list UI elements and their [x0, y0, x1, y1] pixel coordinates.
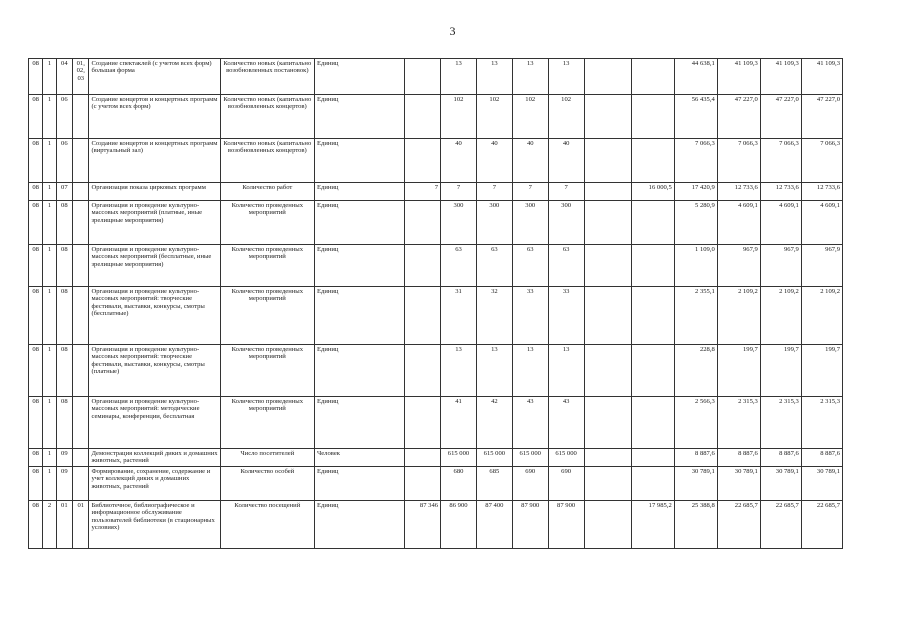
cell-b: 1 [43, 139, 56, 183]
cell-v6 [584, 183, 631, 201]
cell-f1 [631, 95, 674, 139]
cell-d [73, 95, 89, 139]
cell-v1 [405, 245, 441, 287]
cell-unit: Единиц [314, 467, 404, 501]
cell-v4: 43 [512, 397, 548, 449]
cell-f3: 8 887,6 [717, 449, 760, 467]
cell-d [73, 345, 89, 397]
cell-unit: Единиц [314, 139, 404, 183]
cell-v4: 300 [512, 201, 548, 245]
cell-v6 [584, 345, 631, 397]
cell-v6 [584, 95, 631, 139]
cell-v5: 43 [548, 397, 584, 449]
cell-v3: 13 [476, 59, 512, 95]
cell-f1 [631, 59, 674, 95]
cell-f3: 12 733,6 [717, 183, 760, 201]
table-row [29, 287, 843, 345]
cell-v3: 7 [476, 183, 512, 201]
cell-f4: 41 109,3 [760, 59, 801, 95]
cell-v2: 86 900 [441, 501, 477, 549]
cell-f4: 7 066,3 [760, 139, 801, 183]
cell-indicator: Количество новых (капитально возобновленных концертов) [220, 139, 314, 183]
cell-f5: 22 685,7 [801, 501, 842, 549]
cell-v2: 102 [441, 95, 477, 139]
cell-name: Организация и проведение культурно-массовых мероприятий (платные, иные зрелищные мероприятия) [89, 201, 220, 245]
cell-indicator: Количество посещений [220, 501, 314, 549]
cell-b: 1 [43, 449, 56, 467]
cell-v5: 13 [548, 59, 584, 95]
cell-f5: 2 315,3 [801, 397, 842, 449]
cell-v2: 300 [441, 201, 477, 245]
cell-v4: 615 000 [512, 449, 548, 467]
page-number: 3 [449, 24, 456, 38]
cell-f1 [631, 245, 674, 287]
cell-f4: 4 609,1 [760, 201, 801, 245]
cell-v1 [405, 59, 441, 95]
cell-a: 08 [29, 201, 43, 245]
cell-v2: 31 [441, 287, 477, 345]
cell-f3: 30 789,1 [717, 467, 760, 501]
cell-a: 08 [29, 467, 43, 501]
cell-v4: 13 [512, 59, 548, 95]
cell-indicator: Количество проведенных мероприятий [220, 287, 314, 345]
cell-f5: 12 733,6 [801, 183, 842, 201]
cell-unit: Единиц [314, 95, 404, 139]
cell-c: 08 [56, 397, 72, 449]
cell-v1 [405, 201, 441, 245]
cell-f2: 56 435,4 [674, 95, 717, 139]
cell-f1 [631, 397, 674, 449]
cell-a: 08 [29, 449, 43, 467]
cell-c: 01 [56, 501, 72, 549]
table-row [29, 467, 843, 501]
cell-v3: 13 [476, 345, 512, 397]
cell-a: 08 [29, 501, 43, 549]
cell-f5: 967,9 [801, 245, 842, 287]
cell-unit: Единиц [314, 183, 404, 201]
cell-f2: 1 109,0 [674, 245, 717, 287]
cell-v5: 615 000 [548, 449, 584, 467]
cell-v1 [405, 95, 441, 139]
cell-c: 08 [56, 245, 72, 287]
cell-v6 [584, 397, 631, 449]
cell-f1 [631, 345, 674, 397]
cell-v1: 7 [405, 183, 441, 201]
cell-unit: Единиц [314, 345, 404, 397]
cell-unit: Единиц [314, 501, 404, 549]
cell-a: 08 [29, 59, 43, 95]
cell-v4: 40 [512, 139, 548, 183]
cell-c: 06 [56, 95, 72, 139]
cell-name: Формирование, сохранение, содержание и учет коллекций диких и домашних животных, растений [89, 467, 220, 501]
cell-d: 01, 02, 03 [73, 59, 89, 95]
cell-f3: 2 315,3 [717, 397, 760, 449]
cell-f3: 967,9 [717, 245, 760, 287]
cell-f5: 30 789,1 [801, 467, 842, 501]
table-row [29, 245, 843, 287]
cell-f4: 30 789,1 [760, 467, 801, 501]
cell-v2: 40 [441, 139, 477, 183]
cell-v3: 63 [476, 245, 512, 287]
cell-f4: 22 685,7 [760, 501, 801, 549]
cell-v1 [405, 345, 441, 397]
cell-v4: 33 [512, 287, 548, 345]
cell-f2: 228,8 [674, 345, 717, 397]
cell-f2: 5 280,9 [674, 201, 717, 245]
cell-a: 08 [29, 397, 43, 449]
cell-b: 1 [43, 59, 56, 95]
cell-b: 1 [43, 397, 56, 449]
cell-b: 1 [43, 467, 56, 501]
cell-v2: 7 [441, 183, 477, 201]
cell-f5: 7 066,3 [801, 139, 842, 183]
cell-v3: 32 [476, 287, 512, 345]
cell-f1 [631, 467, 674, 501]
cell-name: Организация и проведение культурно-массовых мероприятий: творческие фестивали, выставки, конкурсы, смотры (бесплатные) [89, 287, 220, 345]
cell-indicator: Количество работ [220, 183, 314, 201]
cell-c: 09 [56, 467, 72, 501]
cell-c: 04 [56, 59, 72, 95]
cell-c: 07 [56, 183, 72, 201]
cell-v5: 87 900 [548, 501, 584, 549]
cell-name: Библиотечное, библиографическое и информационное обслуживание пользователей библиотеки (в стационарных условиях) [89, 501, 220, 549]
cell-f4: 8 887,6 [760, 449, 801, 467]
cell-d [73, 183, 89, 201]
cell-f1: 17 985,2 [631, 501, 674, 549]
cell-d [73, 287, 89, 345]
cell-a: 08 [29, 139, 43, 183]
cell-v4: 690 [512, 467, 548, 501]
cell-name: Создание концертов и концертных программ (виртуальный зал) [89, 139, 220, 183]
cell-f3: 7 066,3 [717, 139, 760, 183]
cell-d [73, 397, 89, 449]
cell-indicator: Число посетителей [220, 449, 314, 467]
cell-a: 08 [29, 287, 43, 345]
cell-f3: 47 227,0 [717, 95, 760, 139]
cell-v6 [584, 59, 631, 95]
table-row [29, 345, 843, 397]
cell-v4: 7 [512, 183, 548, 201]
cell-c: 08 [56, 201, 72, 245]
cell-f1 [631, 287, 674, 345]
cell-indicator: Количество новых (капитально возобновленных концертов) [220, 95, 314, 139]
cell-f5: 47 227,0 [801, 95, 842, 139]
table-row [29, 139, 843, 183]
cell-a: 08 [29, 95, 43, 139]
cell-unit: Единиц [314, 245, 404, 287]
cell-f4: 2 109,2 [760, 287, 801, 345]
cell-indicator: Количество новых (капитально возобновленных постановок) [220, 59, 314, 95]
cell-d [73, 201, 89, 245]
cell-v5: 33 [548, 287, 584, 345]
cell-f3: 41 109,3 [717, 59, 760, 95]
cell-v6 [584, 245, 631, 287]
cell-unit: Единиц [314, 287, 404, 345]
cell-f2: 30 789,1 [674, 467, 717, 501]
cell-d [73, 449, 89, 467]
cell-v3: 87 400 [476, 501, 512, 549]
cell-f2: 7 066,3 [674, 139, 717, 183]
cell-v3: 300 [476, 201, 512, 245]
cell-name: Организация и проведение культурно-массовых мероприятий: творческие фестивали, выставки, конкурсы, смотры (платные) [89, 345, 220, 397]
table-row [29, 449, 843, 467]
cell-f4: 2 315,3 [760, 397, 801, 449]
cell-d [73, 139, 89, 183]
cell-name: Организация показа цирковых программ [89, 183, 220, 201]
cell-f5: 8 887,6 [801, 449, 842, 467]
cell-v1 [405, 139, 441, 183]
cell-v4: 13 [512, 345, 548, 397]
cell-f2: 8 887,6 [674, 449, 717, 467]
cell-f4: 199,7 [760, 345, 801, 397]
cell-f4: 12 733,6 [760, 183, 801, 201]
cell-v1 [405, 467, 441, 501]
cell-a: 08 [29, 345, 43, 397]
cell-v6 [584, 467, 631, 501]
cell-v5: 690 [548, 467, 584, 501]
cell-indicator: Количество проведенных мероприятий [220, 245, 314, 287]
cell-f3: 199,7 [717, 345, 760, 397]
cell-v3: 102 [476, 95, 512, 139]
cell-v2: 13 [441, 59, 477, 95]
cell-v6 [584, 501, 631, 549]
cell-f5: 41 109,3 [801, 59, 842, 95]
cell-v5: 7 [548, 183, 584, 201]
cell-indicator: Количество проведенных мероприятий [220, 397, 314, 449]
cell-c: 09 [56, 449, 72, 467]
cell-f1 [631, 201, 674, 245]
cell-f5: 199,7 [801, 345, 842, 397]
table-row [29, 501, 843, 549]
cell-f3: 22 685,7 [717, 501, 760, 549]
cell-v6 [584, 287, 631, 345]
cell-name: Создание концертов и концертных программ (с учетом всех форм) [89, 95, 220, 139]
cell-f2: 44 638,1 [674, 59, 717, 95]
cell-b: 1 [43, 183, 56, 201]
cell-d [73, 245, 89, 287]
cell-v3: 685 [476, 467, 512, 501]
cell-b: 1 [43, 287, 56, 345]
cell-f2: 2 355,1 [674, 287, 717, 345]
cell-f5: 4 609,1 [801, 201, 842, 245]
cell-a: 08 [29, 183, 43, 201]
cell-b: 1 [43, 201, 56, 245]
table-row [29, 59, 843, 95]
cell-v1 [405, 397, 441, 449]
cell-unit: Человек [314, 449, 404, 467]
cell-name: Демонстрация коллекций диких и домашних животных, растений [89, 449, 220, 467]
table-row [29, 183, 843, 201]
cell-c: 08 [56, 287, 72, 345]
cell-unit: Единиц [314, 59, 404, 95]
cell-v5: 63 [548, 245, 584, 287]
cell-f2: 25 388,8 [674, 501, 717, 549]
cell-v3: 615 000 [476, 449, 512, 467]
cell-v4: 63 [512, 245, 548, 287]
cell-f4: 967,9 [760, 245, 801, 287]
cell-indicator: Количество проведенных мероприятий [220, 345, 314, 397]
cell-v1 [405, 449, 441, 467]
cell-v2: 615 000 [441, 449, 477, 467]
cell-name: Организация и проведение культурно-массовых мероприятий (бесплатные, иные зрелищные мероприятия) [89, 245, 220, 287]
cell-b: 1 [43, 245, 56, 287]
cell-v3: 40 [476, 139, 512, 183]
cell-name: Создание спектаклей (с учетом всех форм) большая форма [89, 59, 220, 95]
cell-v2: 63 [441, 245, 477, 287]
cell-f1 [631, 449, 674, 467]
cell-v4: 102 [512, 95, 548, 139]
cell-name: Организация и проведение культурно-массовых мероприятий: методические семинары, конференции, бесплатная [89, 397, 220, 449]
cell-v2: 13 [441, 345, 477, 397]
table-row [29, 95, 843, 139]
cell-v5: 40 [548, 139, 584, 183]
cell-v6 [584, 201, 631, 245]
cell-f3: 4 609,1 [717, 201, 760, 245]
cell-f4: 47 227,0 [760, 95, 801, 139]
cell-v2: 41 [441, 397, 477, 449]
cell-f3: 2 109,2 [717, 287, 760, 345]
cell-v5: 300 [548, 201, 584, 245]
cell-v1: 87 346 [405, 501, 441, 549]
cell-c: 06 [56, 139, 72, 183]
cell-unit: Единиц [314, 201, 404, 245]
cell-v1 [405, 287, 441, 345]
cell-d: 01 [73, 501, 89, 549]
table-row [29, 201, 843, 245]
cell-f1: 16 000,5 [631, 183, 674, 201]
cell-d [73, 467, 89, 501]
cell-f2: 17 420,9 [674, 183, 717, 201]
cell-v3: 42 [476, 397, 512, 449]
cell-v6 [584, 139, 631, 183]
cell-b: 1 [43, 345, 56, 397]
cell-indicator: Количество проведенных мероприятий [220, 201, 314, 245]
cell-f1 [631, 139, 674, 183]
cell-f5: 2 109,2 [801, 287, 842, 345]
cell-a: 08 [29, 245, 43, 287]
table-row [29, 397, 843, 449]
program-table [28, 58, 843, 549]
cell-b: 1 [43, 95, 56, 139]
cell-v2: 680 [441, 467, 477, 501]
cell-b: 2 [43, 501, 56, 549]
cell-v4: 87 900 [512, 501, 548, 549]
cell-v5: 102 [548, 95, 584, 139]
cell-c: 08 [56, 345, 72, 397]
cell-f2: 2 566,3 [674, 397, 717, 449]
cell-indicator: Количество особей [220, 467, 314, 501]
cell-unit: Единиц [314, 397, 404, 449]
cell-v5: 13 [548, 345, 584, 397]
cell-v6 [584, 449, 631, 467]
